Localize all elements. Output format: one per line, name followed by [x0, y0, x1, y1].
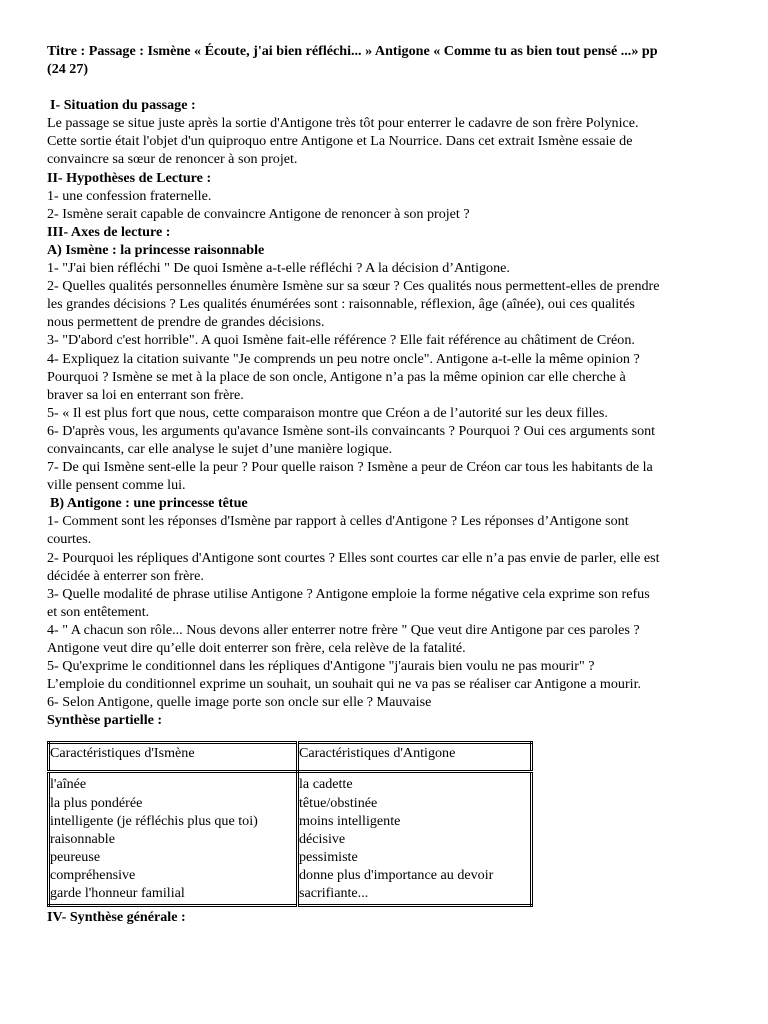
section-situation	[47, 96, 727, 168]
axis-a-heading: A) Ismène : la princesse raisonnable	[47, 241, 265, 258]
paragraph-line: braver sa loi en enterrant son frère.	[47, 386, 244, 403]
paragraph-line: Cette sortie était l'objet d'un quiproquo entre Antigone et La Nourrice. Dans cet extrait Ismène essaie de	[47, 133, 633, 150]
antigone-trait: sacrifiante...	[299, 885, 369, 902]
paragraph-line: convaincre sa sœur de renoncer à son projet.	[47, 151, 298, 168]
paragraph-line: 2- Pourquoi les répliques d'Antigone sont courtes ? Elles sont courtes car elle n’a pas envie de parler, elle est	[47, 549, 660, 566]
paragraph-line: Antigone veut dire qu’elle doit enterrer son frère, cela relève de la fatalité.	[47, 640, 466, 656]
title-line: Titre : Passage : Ismène « Écoute, j'ai bien réfléchi... » Antigone « Comme tu as bien tout pensé ...» pp	[47, 43, 658, 59]
paragraph-line: nous permettent de prendre de grandes décisions.	[47, 314, 325, 331]
paragraph-line: 7- De qui Ismène sent-elle la peur ? Pour quelle raison ? Ismène a peur de Créon car tous les habitants de la	[47, 459, 653, 476]
ismene-trait: peureuse	[50, 848, 101, 865]
document-title	[47, 42, 727, 78]
section-heading-general-synthesis: IV- Synthèse générale :	[47, 909, 186, 926]
ismene-trait: la plus pondérée	[50, 794, 143, 811]
paragraph-line: 5- Qu'exprime le conditionnel dans les répliques d'Antigone "j'aurais bien voulu ne pas mourir" ?	[47, 658, 595, 675]
paragraph-line: 1- une confession fraternelle.	[47, 187, 212, 204]
paragraph-line: les grandes décisions ? Les qualités énumérées sont : raisonnable, réflexion, âge (aînée), oui ces qualités	[47, 296, 635, 313]
section-axes	[47, 223, 727, 712]
paragraph-line: 4- Expliquez la citation suivante "Je comprends un peu notre oncle". Antigone a-t-elle la même opinion ?	[47, 350, 640, 367]
axis-b	[47, 494, 727, 711]
antigone-trait: pessimiste	[299, 848, 358, 865]
paragraph-line: 2- Ismène serait capable de convaincre Antigone de renoncer à son projet ?	[47, 205, 470, 222]
paragraph-line: décidée à enterrer son frère.	[47, 567, 204, 584]
paragraph-line: 6- D'après vous, les arguments qu'avance Ismène sont-ils convaincants ? Pourquoi ? Oui ces arguments sont	[47, 422, 656, 439]
table-header-ismene: Caractéristiques d'Ismène	[49, 743, 298, 772]
paragraph-line: 4- " A chacun son rôle... Nous devons aller enterrer notre frère " Que veut dire Antigone par ces paroles ?	[47, 621, 640, 638]
table-header-antigone: Caractéristiques d'Antigone	[298, 743, 532, 772]
title-line: (24 27)	[47, 61, 89, 78]
paragraph-line: Le passage se situe juste après la sortie d'Antigone très tôt pour enterrer le cadavre de son frère Polynice.	[47, 115, 639, 132]
ismene-trait: l'aînée	[50, 776, 87, 793]
antigone-traits-cell	[298, 772, 532, 906]
antigone-trait: la cadette	[299, 776, 353, 793]
section-hypotheses	[47, 169, 727, 223]
section-heading-situation: I- Situation du passage :	[50, 97, 196, 114]
ismene-trait: garde l'honneur familial	[50, 885, 185, 902]
paragraph-line: 3- "D'abord c'est horrible". A quoi Ismène fait-elle référence ? Elle fait référence au châtiment de Créon.	[47, 332, 635, 349]
paragraph-line: ville pensent comme lui.	[47, 477, 186, 494]
section-heading-axes: III- Axes de lecture :	[47, 223, 171, 240]
table-header-row	[49, 743, 532, 772]
ismene-trait: intelligente (je réfléchis plus que toi)	[50, 812, 258, 829]
paragraph-line: Pourquoi ? Ismène se met à la place de son oncle, Antigone n’a pas la même opinion car elle cherche à	[47, 368, 626, 385]
ismene-trait: raisonnable	[50, 830, 115, 847]
synthesis-heading: Synthèse partielle :	[47, 712, 163, 729]
antigone-trait: donne plus d'importance au devoir	[299, 866, 494, 883]
antigone-trait: décisive	[299, 830, 346, 847]
paragraph-line: 3- Quelle modalité de phrase utilise Antigone ? Antigone emploie la forme négative cela exprime son refus	[47, 585, 650, 602]
paragraph-line: convaincants, car elle analyse le sujet d’une manière logique.	[47, 440, 393, 457]
characteristics-table	[47, 741, 533, 907]
table-row	[49, 772, 532, 906]
paragraph-line: 1- "J'ai bien réfléchi " De quoi Ismène a-t-elle réfléchi ? A la décision d’Antigone.	[47, 260, 510, 277]
antigone-trait: moins intelligente	[299, 812, 401, 829]
ismene-trait: compréhensive	[50, 866, 136, 883]
paragraph-line: 5- « Il est plus fort que nous, cette comparaison montre que Créon a de l’autorité sur les deux filles.	[47, 404, 608, 421]
section-heading-hypotheses: II- Hypothèses de Lecture :	[47, 169, 212, 186]
paragraph-line: et son entêtement.	[47, 603, 150, 620]
axis-a	[47, 241, 727, 494]
paragraph-line: courtes.	[47, 531, 92, 548]
paragraph-line: 6- Selon Antigone, quelle image porte son oncle sur elle ? Mauvaise	[47, 694, 432, 711]
axis-b-heading: B) Antigone : une princesse têtue	[50, 495, 248, 512]
ismene-traits-cell	[49, 772, 298, 906]
paragraph-line: 1- Comment sont les réponses d'Ismène par rapport à celles d'Antigone ? Les réponses d’Antigone sont	[47, 513, 629, 530]
antigone-trait: têtue/obstinée	[299, 794, 378, 811]
paragraph-line: 2- Quelles qualités personnelles énumère Ismène sur sa sœur ? Ces qualités nous permettent-elles de prendre	[47, 278, 660, 295]
document-page	[47, 42, 727, 926]
section-synthesis	[47, 711, 727, 907]
paragraph-line: L’emploie du conditionnel exprime un souhait, un souhait qui ne va pas se réaliser car Antigone a mourir.	[47, 676, 642, 693]
